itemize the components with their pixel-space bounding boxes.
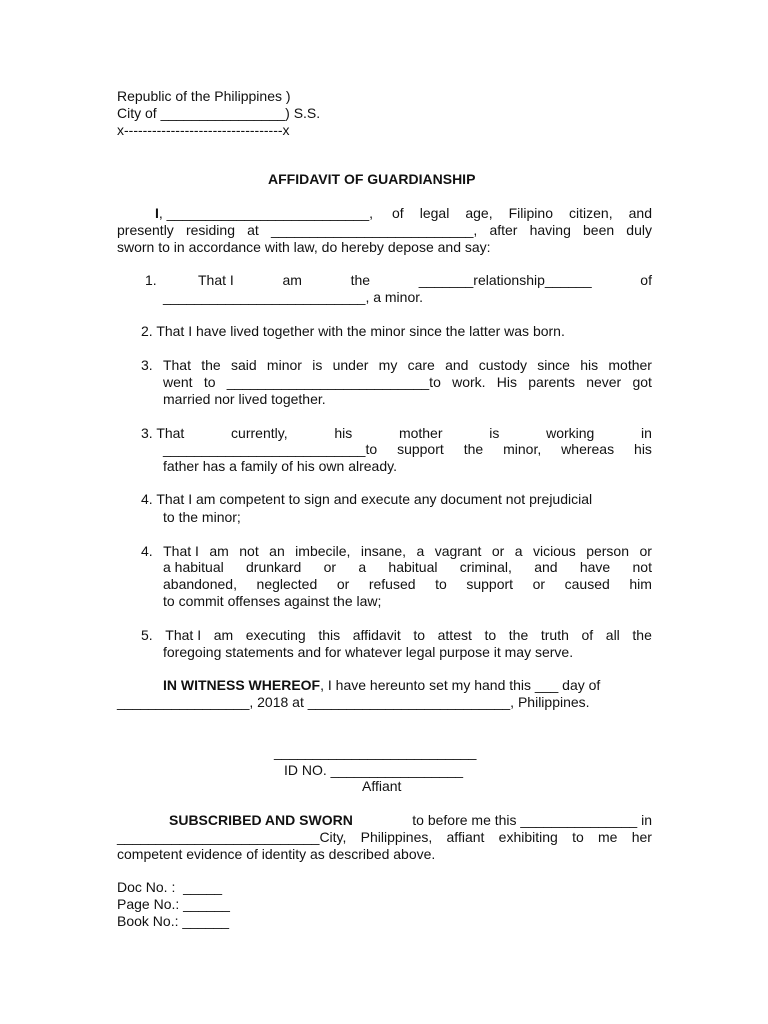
header-separator: x----------------------------------x xyxy=(117,122,290,138)
item1-line2: __________________________, a minor. xyxy=(163,289,424,305)
item3b-line2: __________________________to support the minor, whereas his xyxy=(163,441,652,457)
subscribed-lead: SUBSCRIBED AND SWORN xyxy=(169,812,353,828)
item2-line1: 2. That I have lived together with the minor since the latter was born. xyxy=(141,323,565,339)
item3a-line2: went to __________________________to work. His parents never got xyxy=(163,374,652,390)
notary-doc-no: Doc No. : _____ xyxy=(117,879,223,895)
item1-number: 1. xyxy=(145,272,157,288)
item4b-line3: abandoned, neglected or refused to support or caused him xyxy=(163,576,652,592)
item4a-line1: 4. That I am competent to sign and execute any document not prejudicial xyxy=(141,491,593,507)
item3b-line1: 3. That currently, his mother is working in xyxy=(141,425,652,441)
subscribed-line2: __________________________City, Philippines, affiant exhibiting to me her xyxy=(117,829,652,845)
item4a-line2: to the minor; xyxy=(163,509,241,525)
witness-rest: , I have hereunto set my hand this ___ day of xyxy=(320,677,601,693)
notary-book-no: Book No.: ______ xyxy=(117,913,230,929)
affiant-label: Affiant xyxy=(362,778,402,794)
item1-line1: That I am the _______relationship______ of xyxy=(198,272,652,288)
intro-line3: sworn to in accordance with law, do hereby depose and say: xyxy=(117,239,491,255)
intro-name-line xyxy=(155,205,391,222)
intro-i: I xyxy=(155,205,159,221)
document-title: AFFIDAVIT OF GUARDIANSHIP xyxy=(268,171,476,187)
witness-lead: IN WITNESS WHEREOF xyxy=(163,677,321,693)
item5-line1: 5. That I am executing this affidavit to attest to the truth of all the xyxy=(141,627,652,643)
witness-line1 xyxy=(163,677,600,694)
item4b-line2: a habitual drunkard or a habitual criminal, and have not xyxy=(163,559,652,575)
subscribed-line1 xyxy=(169,812,652,829)
item3b-line3: father has a family of his own already. xyxy=(163,458,397,474)
header-city: City of ________________) S.S. xyxy=(117,105,321,121)
item5-line2: foregoing statements and for whatever legal purpose it may serve. xyxy=(163,644,574,660)
item3a-line3: married nor lived together. xyxy=(163,391,326,407)
subscribed-rest: to before me this _______________ in xyxy=(408,812,652,828)
item4b-line4: to commit offenses against the law; xyxy=(163,593,382,609)
item3a-line1: 3. That the said minor is under my care and custody since his mother xyxy=(141,357,652,373)
witness-line2: _________________, 2018 at __________________________, Philippines. xyxy=(117,694,590,710)
affiant-signature-line: __________________________ xyxy=(274,744,477,760)
header-republic: Republic of the Philippines ) xyxy=(117,88,291,104)
intro-line1-rest: of legal age, Filipino citizen, and xyxy=(392,205,652,221)
notary-page-no: Page No.: ______ xyxy=(117,896,230,912)
intro-line2: presently residing at __________________________, after having been duly xyxy=(117,222,652,238)
intro-name-blank: , __________________________, xyxy=(158,205,373,221)
item4b-line1: 4. That I am not an imbecile, insane, a vagrant or a vicious person or xyxy=(141,543,652,559)
affiant-id-line: ID NO. _________________ xyxy=(284,762,464,778)
subscribed-line3: competent evidence of identity as described above. xyxy=(117,846,436,862)
